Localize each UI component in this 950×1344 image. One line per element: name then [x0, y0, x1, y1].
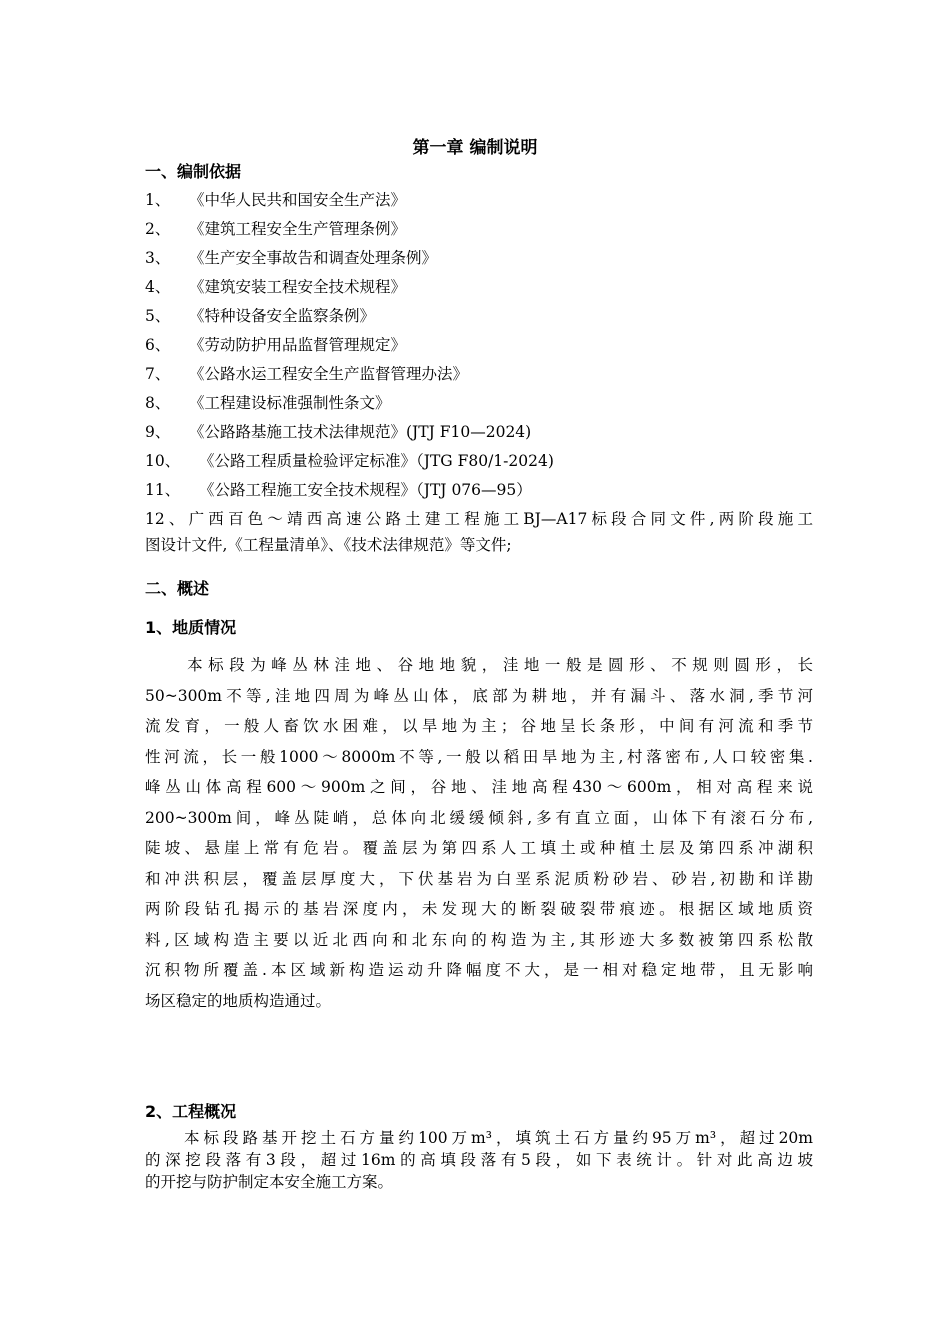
geology-paragraph [145, 650, 813, 1016]
reference-item [145, 392, 391, 414]
text-line: 的开挖与防护制定本安全施工方案。 [145, 1173, 394, 1191]
reference-text: 《特种设备安全监察条例》 [189, 307, 376, 325]
reference-item [145, 276, 406, 298]
reference-number: 11、 [145, 481, 181, 499]
reference-text: 《建筑安装工程安全技术规程》 [189, 278, 407, 296]
reference-number: 10、 [145, 452, 181, 470]
reference-item [145, 189, 406, 211]
reference-text: 《生产安全事故告和调查处理条例》 [189, 249, 438, 267]
text-line: 和冲洪积层，覆盖层厚度大，下伏基岩为白垩系泥质粉砂岩、砂岩,初勘和详勘 [145, 869, 813, 888]
subsection-heading-project: 2、工程概况 [145, 1102, 237, 1121]
reference-item [145, 305, 375, 327]
text-line: 的深挖段落有3段，超过16m的高填段落有5段，如下表统计。针对此高边坡 [145, 1151, 813, 1169]
text-line: 50~300m不等,洼地四周为峰丛山体，底部为耕地，并有漏斗、落水洞,季节河 [145, 686, 813, 705]
text-line: 12、广西百色～靖西高速公路土建工程施工BJ—A17标段合同文件,两阶段施工 [145, 510, 813, 528]
project-paragraph [145, 1127, 813, 1193]
reference-text: 《中华人民共和国安全生产法》 [189, 191, 407, 209]
reference-item [145, 247, 437, 269]
reference-text: 《建筑工程安全生产管理条例》 [189, 220, 407, 238]
reference-number: 8、 [145, 394, 171, 412]
reference-number: 1、 [145, 191, 171, 209]
text-line: 本标段路基开挖土石方量约100万m³，填筑土石方量约95万m³，超过20m [145, 1129, 813, 1147]
section-heading-overview: 二、概述 [145, 579, 210, 598]
text-line: 料,区域构造主要以近北西向和北东向的构造为主,其形迹大多数被第四系松散 [145, 930, 813, 949]
reference-item [145, 450, 554, 472]
reference-number: 3、 [145, 249, 171, 267]
text-line: 本标段为峰丛林洼地、谷地地貌，洼地一般是圆形、不规则圆形，长 [145, 656, 813, 674]
reference-text: 《公路工程施工安全技术规程》（JTJ 076—95） [199, 481, 532, 499]
text-line: 峰丛山体高程600～900m之间，谷地、洼地高程430～600m，相对高程来说 [145, 778, 813, 796]
reference-item [145, 334, 406, 356]
text-line: 图设计文件,《工程量清单》、《技术法律规范》等文件; [145, 536, 512, 554]
reference-number: 7、 [145, 365, 171, 383]
reference-text: 《工程建设标准强制性条文》 [189, 394, 391, 412]
text-line: 两阶段钻孔揭示的基岩深度内，未发现大的断裂破裂带痕迹。根据区域地质资 [145, 900, 813, 918]
text-line: 沉积物所覆盖.本区域新构造运动升降幅度不大，是一相对稳定地带，且无影响 [145, 961, 813, 979]
reference-number: 9、 [145, 423, 171, 441]
reference-item [145, 363, 468, 385]
reference-number: 5、 [145, 307, 171, 325]
chapter-title: 第一章 编制说明 [412, 138, 538, 158]
reference-text: 《公路路基施工技术法律规范》(JTJ F10—2024) [189, 423, 532, 441]
reference-text: 《劳动防护用品监督管理规定》 [189, 336, 407, 354]
reference-number: 2、 [145, 220, 171, 238]
text-line: 流发育，一般人畜饮水困难，以旱地为主；谷地呈长条形，中间有河流和季节 [145, 717, 813, 735]
text-line: 陡坡、悬崖上常有危岩。覆盖层为第四系人工填土或种植土层及第四系冲湖积 [145, 839, 813, 857]
reference-item [145, 421, 531, 443]
reference-item [145, 218, 406, 240]
text-line: 200~300m间，峰丛陡峭，总体向北缓缓倾斜,多有直立面，山体下有滚石分布, [145, 808, 813, 827]
reference-item-12 [145, 506, 813, 558]
reference-number: 6、 [145, 336, 171, 354]
text-line: 性河流，长一般1000～8000m不等,一般以稻田旱地为主,村落密布,人口较密集. [145, 747, 813, 766]
reference-number: 4、 [145, 278, 171, 296]
section-heading-basis: 一、编制依据 [145, 162, 242, 181]
subsection-heading-geology: 1、地质情况 [145, 618, 237, 637]
reference-item [145, 479, 532, 501]
reference-text: 《公路工程质量检验评定标准》（JTG F80/1-2024) [199, 452, 554, 470]
text-line: 场区稳定的地质构造通过。 [145, 991, 332, 1010]
reference-text: 《公路水运工程安全生产监督管理办法》 [189, 365, 469, 383]
